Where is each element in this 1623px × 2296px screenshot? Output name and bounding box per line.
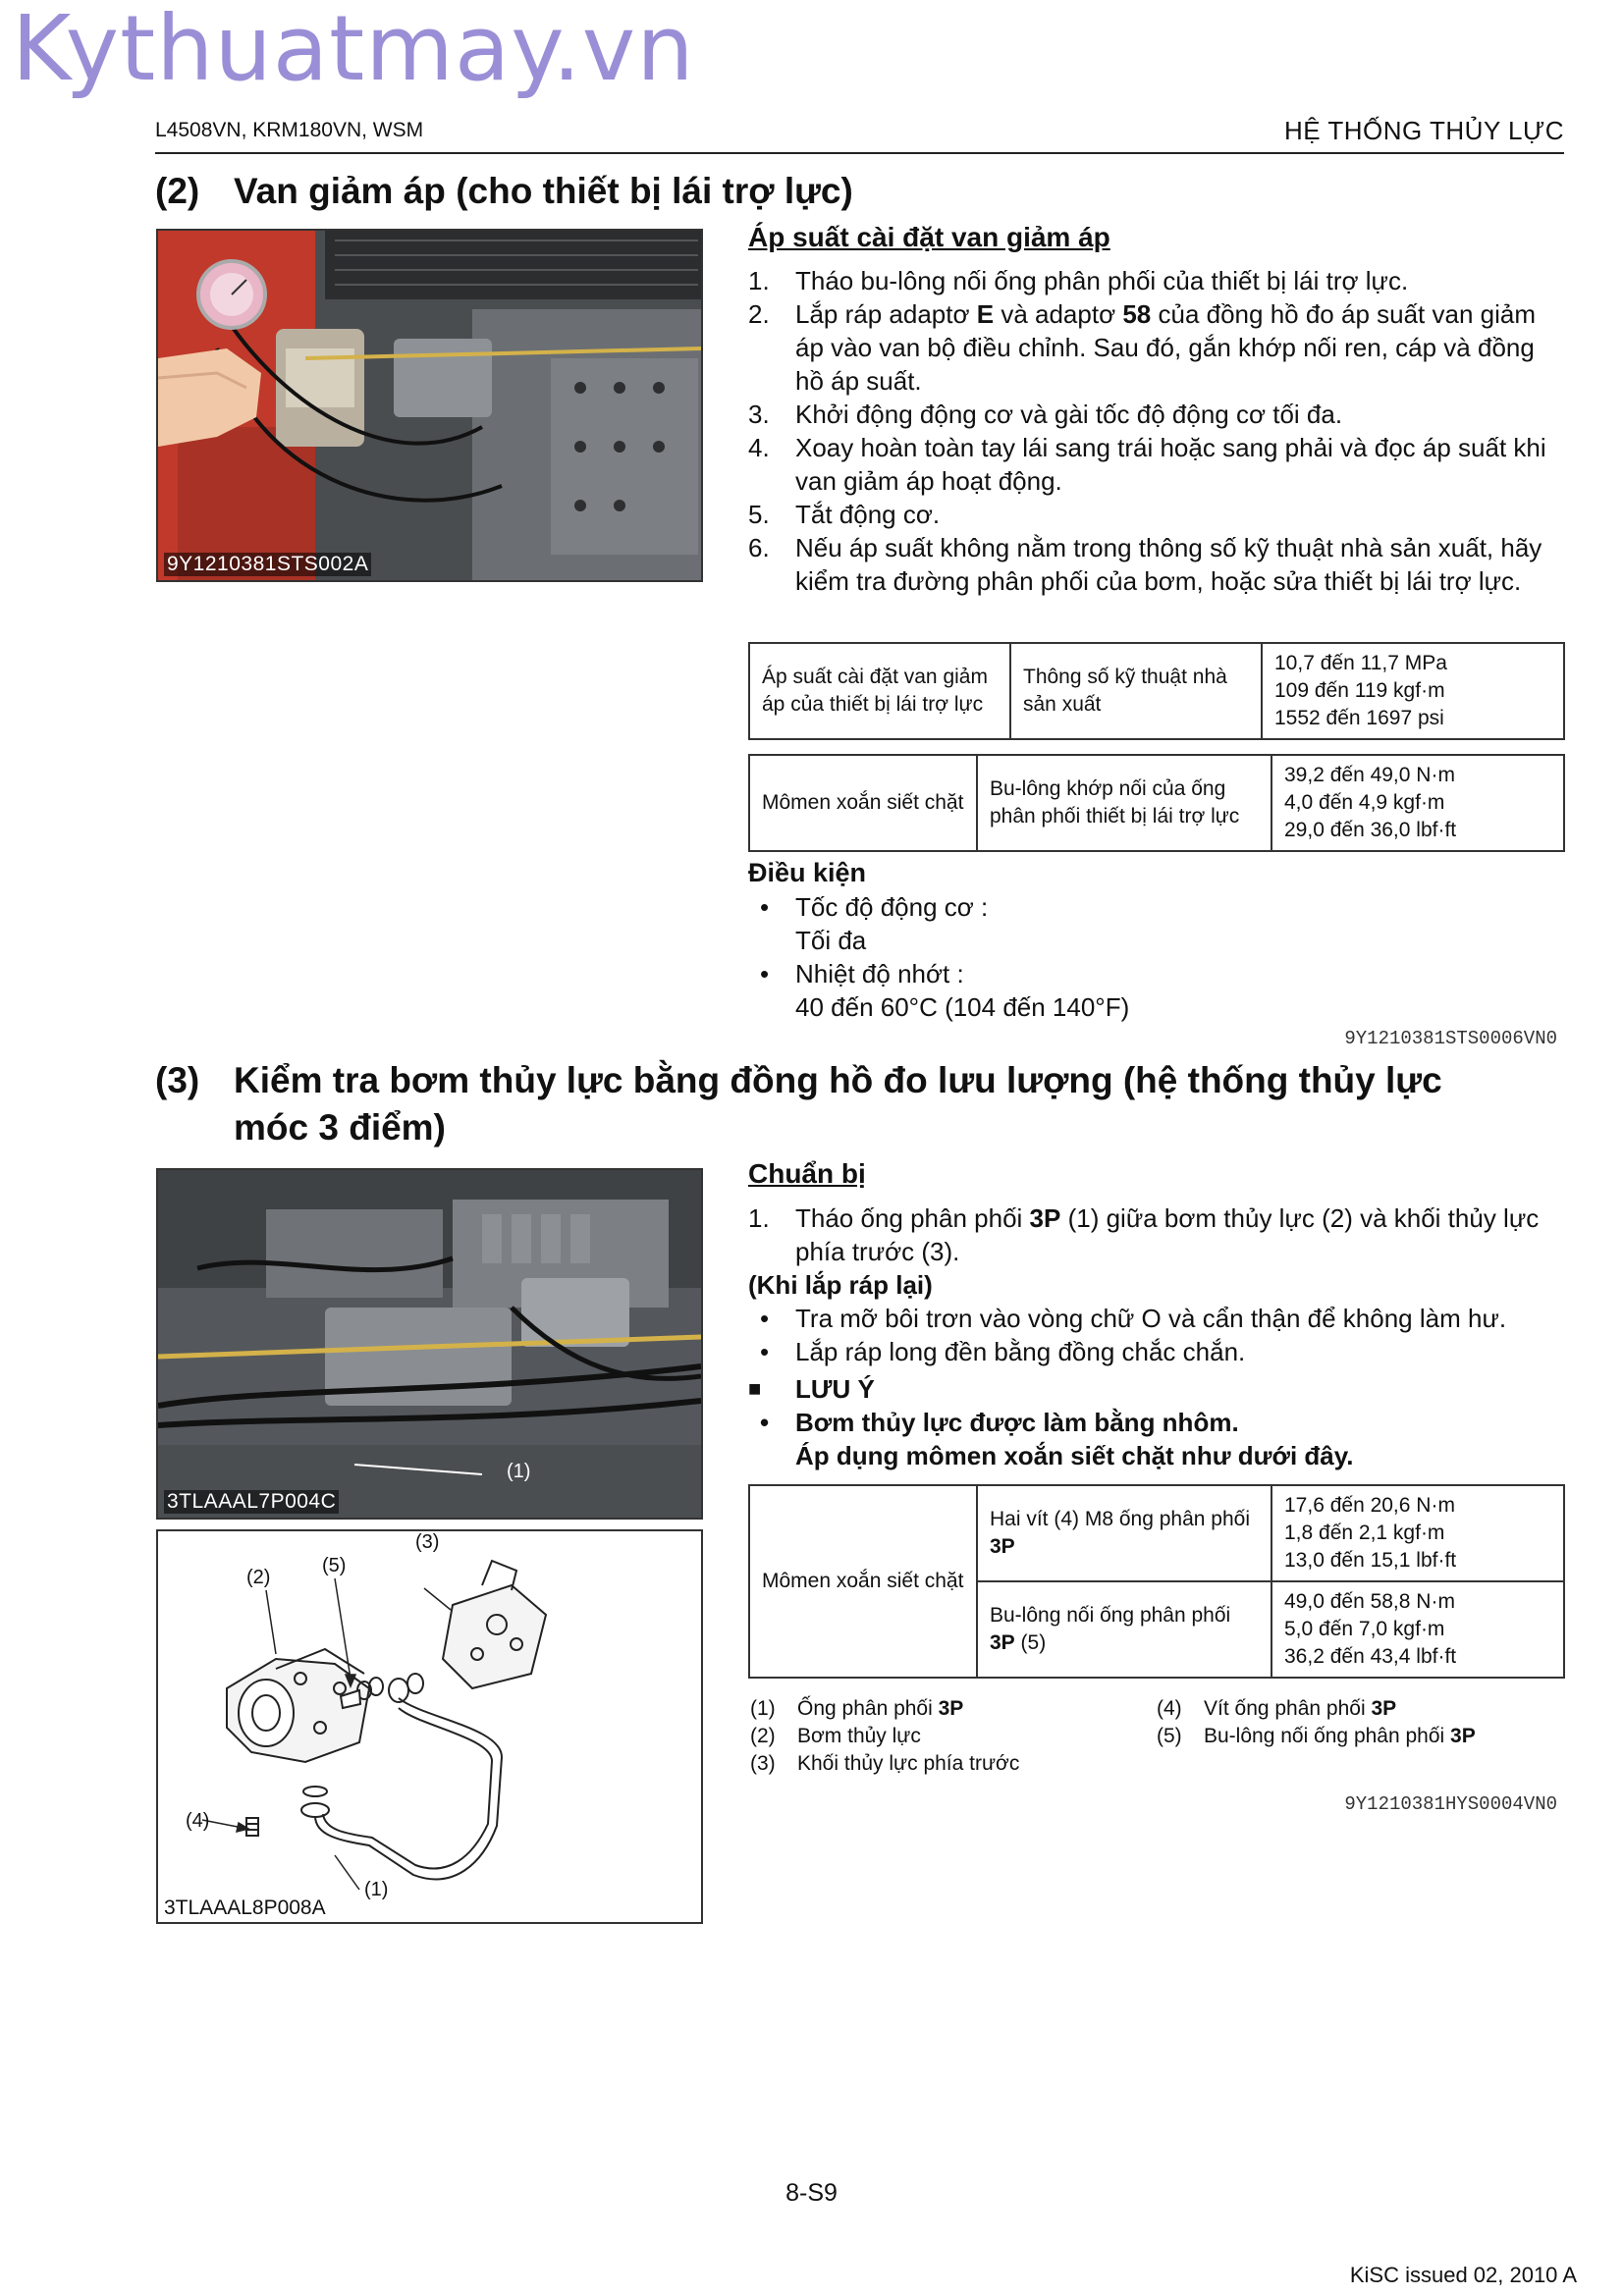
legend-item: (2) Bơm thủy lực	[750, 1725, 921, 1747]
exploded-view-drawing	[158, 1531, 701, 1922]
diagram-label: 3TLAAAL8P008A	[164, 1896, 326, 1919]
relief-pressure-subtitle: Áp suất cài đặt van giảm áp	[748, 222, 1110, 252]
doc-code: 9Y1210381STS0006VN0	[1344, 1028, 1557, 1049]
note-square-icon: ■	[748, 1376, 762, 1401]
legend-right	[1157, 1695, 1565, 1750]
preparation-subtitle: Chuẩn bị	[748, 1158, 866, 1189]
callout-4: (4)	[186, 1810, 210, 1832]
header-section: HỆ THỐNG THỦY LỰC	[1284, 116, 1564, 145]
torque-spec-table-1	[748, 754, 1565, 852]
spec-values: 49,0 đến 58,8 N·m 5,0 đến 7,0 kgf·m 36,2 đến 43,4 lbf·ft	[1271, 1581, 1564, 1678]
step-item: 1. Tháo bu-lông nối ống phân phối của thiết bị lái trợ lực.	[748, 266, 1409, 295]
condition-item: • Nhiệt độ nhớt : 40 đến 60°C (104 đến 140°F)	[760, 959, 1130, 1022]
legend-left	[750, 1695, 1143, 1778]
conditions-list	[748, 890, 1565, 1024]
section-2-number: (2)	[155, 171, 200, 211]
section-2-title	[155, 168, 853, 215]
section-2-title-text: Van giảm áp (cho thiết bị lái trợ lực)	[234, 171, 853, 211]
conditions-title: Điều kiện	[748, 858, 867, 887]
spec-label: Mômen xoắn siết chặt	[749, 1485, 977, 1678]
photo-callout: (1)	[507, 1461, 531, 1482]
step-item: 3. Khởi động động cơ và gài tốc độ động cơ tối đa.	[748, 400, 1343, 429]
photo-label: 9Y1210381STS002A	[164, 553, 371, 576]
spec-values: 17,6 đến 20,6 N·m 1,8 đến 2,1 kgf·m 13,0 đến 15,1 lbf·ft	[1271, 1485, 1564, 1581]
page-number: 8-S9	[785, 2179, 838, 2207]
relief-valve-photo	[156, 229, 703, 582]
spec-values: 39,2 đến 49,0 N·m 4,0 đến 4,9 kgf·m 29,0 đến 36,0 lbf·ft	[1271, 755, 1564, 851]
header-rule	[155, 152, 1564, 154]
header-models: L4508VN, KRM180VN, WSM	[155, 119, 424, 141]
relief-pressure-spec-table	[748, 642, 1565, 740]
step-item: 6. Nếu áp suất không nằm trong thông số kỹ thuật nhà sản xuất, hãy kiểm tra đường phân phối của bơm, hoặc sửa thiết bị lái trợ lực.	[748, 533, 1542, 596]
spec-label: Bu-lông nối ống phân phối 3P (5)	[977, 1581, 1271, 1678]
step-item: 2. Lắp ráp adaptơ E và adaptơ 58 của đồng hồ đo áp suất van giảm áp vào van bộ điều chỉnh. Sau đó, gắn khớp nối ren, cáp và đồng hồ áp suất.	[748, 299, 1536, 396]
photo-label: 3TLAAAL7P004C	[164, 1490, 339, 1514]
spec-label: Hai vít (4) M8 ống phân phối 3P	[977, 1485, 1271, 1581]
engine-photo-illustration	[158, 231, 701, 580]
legend-item: (4) Vít ống phân phối 3P	[1157, 1697, 1397, 1720]
legend-item: (1) Ống phân phối 3P	[750, 1697, 964, 1720]
section-3-title: (3) Kiểm tra bơm thủy lực bằng đồng hồ đo lưu lượng (hệ thống thủy lực móc 3 điểm)	[155, 1057, 1569, 1151]
doc-code: 9Y1210381HYS0004VN0	[1344, 1793, 1557, 1815]
reassembly-heading: (Khi lắp ráp lại)	[748, 1270, 933, 1300]
step-item: 1. Tháo ống phân phối 3P (1) giữa bơm thủy lực (2) và khối thủy lực phía trước (3).	[748, 1203, 1540, 1266]
spec-values: 10,7 đến 11,7 MPa 109 đến 119 kgf·m 1552 đến 1697 psi	[1262, 643, 1564, 739]
issued-note: KiSC issued 02, 2010 A	[1349, 2263, 1577, 2287]
spec-label: Thông số kỹ thuật nhà sản xuất	[1010, 643, 1262, 739]
condition-item: • Tốc độ động cơ : Tối đa	[760, 892, 989, 955]
bullet-item: • Lắp ráp long đền bằng đồng chắc chắn.	[760, 1337, 1246, 1366]
preparation-steps	[748, 1201, 1565, 1472]
note-item: • Bơm thủy lực được làm bằng nhôm. Áp dụng mômen xoắn siết chặt như dưới đây.	[760, 1408, 1354, 1470]
spec-label: Áp suất cài đặt van giảm áp của thiết bị lái trợ lực	[749, 643, 1010, 739]
callout-1: (1)	[364, 1879, 389, 1900]
legend-item: (5) Bu-lông nối ống phân phối 3P	[1157, 1725, 1476, 1747]
step-item: 4. Xoay hoàn toàn tay lái sang trái hoặc sang phải và đọc áp suất khi van giảm áp hoạt động.	[748, 433, 1546, 496]
relief-steps	[748, 264, 1565, 598]
spec-label: Bu-lông khớp nối của ống phân phối thiết bị lái trợ lực	[977, 755, 1271, 851]
watermark: Kythuatmay.vn	[12, 0, 695, 101]
bullet-item: • Tra mỡ bôi trơn vào vòng chữ O và cẩn thận để không làm hư.	[760, 1304, 1507, 1333]
hydraulic-pump-photo	[156, 1168, 703, 1520]
callout-5: (5)	[322, 1555, 347, 1576]
step-item: 5. Tắt động cơ.	[748, 500, 941, 529]
callout-3: (3)	[415, 1531, 440, 1553]
spec-label: Mômen xoắn siết chặt	[749, 755, 977, 851]
note-heading: ■ LƯU Ý	[748, 1374, 875, 1404]
pump-photo-illustration	[158, 1170, 701, 1518]
torque-spec-table-2	[748, 1484, 1565, 1679]
section-3-number: (3)	[155, 1060, 200, 1100]
legend-item: (3) Khối thủy lực phía trước	[750, 1752, 1020, 1775]
callout-2: (2)	[246, 1567, 271, 1588]
pump-pipe-diagram	[156, 1529, 703, 1924]
